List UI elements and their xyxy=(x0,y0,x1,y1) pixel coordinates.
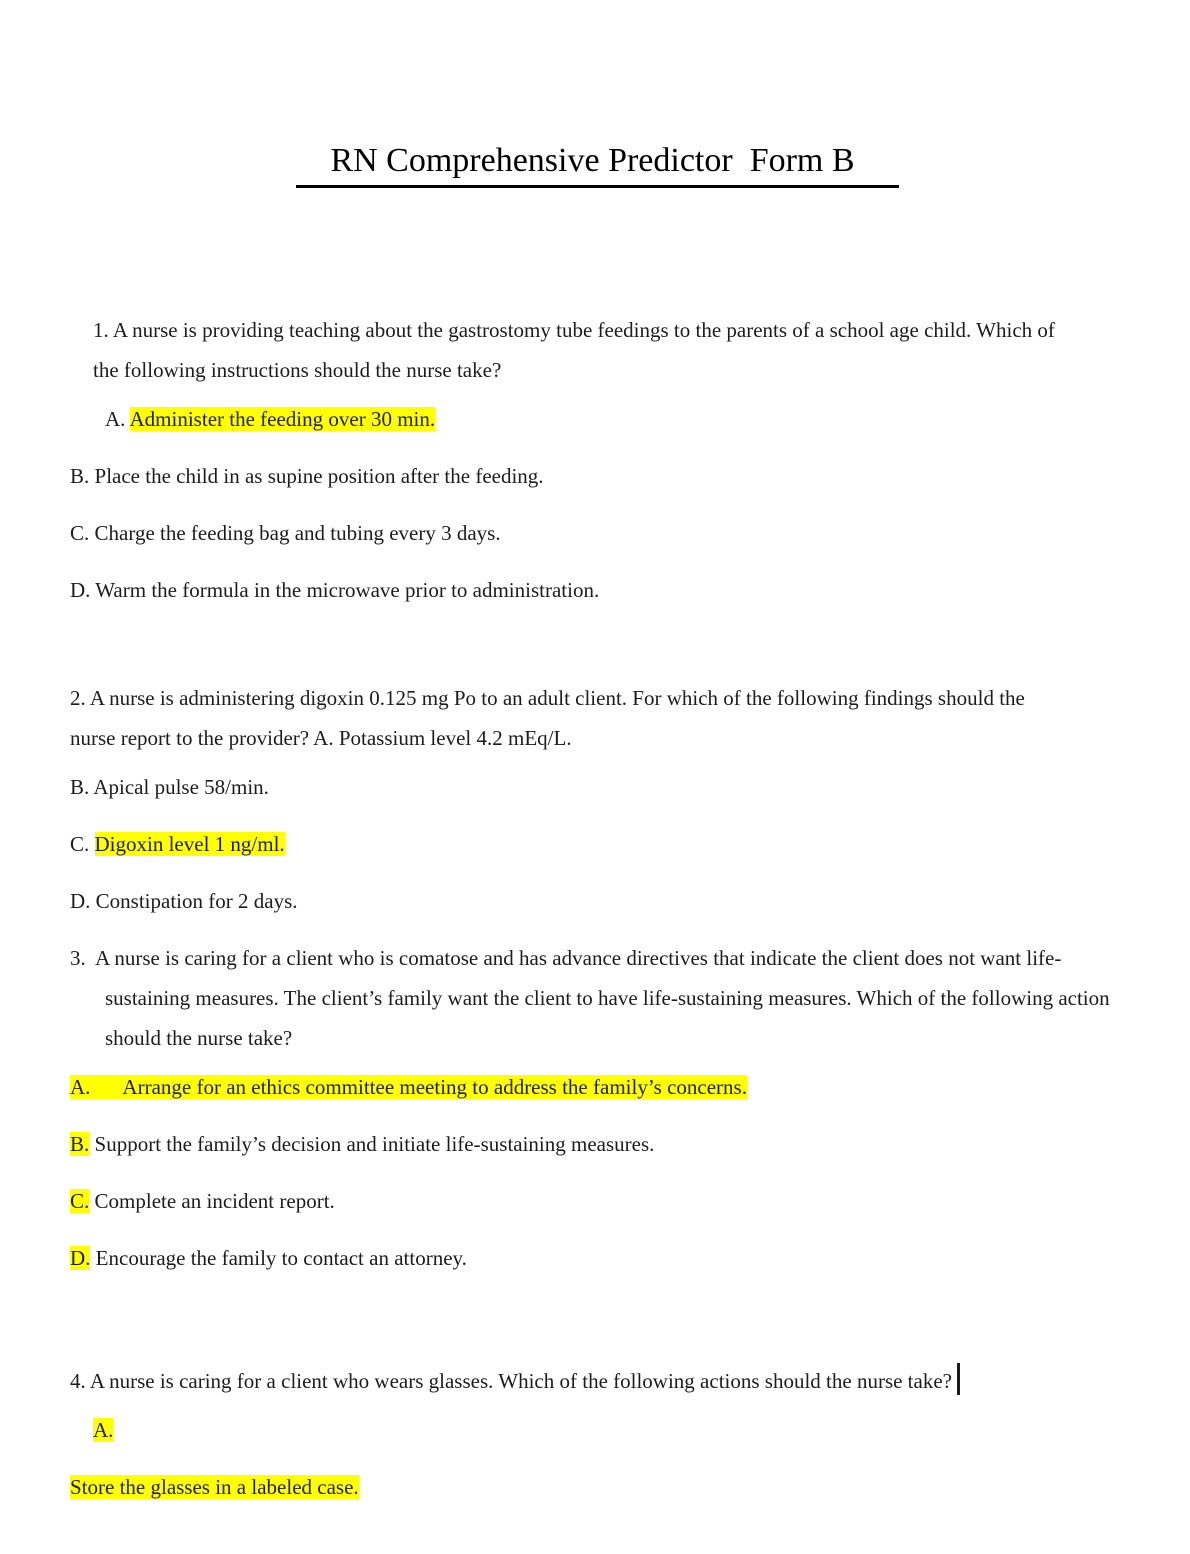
page-title xyxy=(70,142,1125,188)
option-label: C. xyxy=(70,832,90,856)
option-label: A. xyxy=(70,1075,91,1099)
question-2-option-c xyxy=(70,824,1125,864)
option-text: Complete an incident report. xyxy=(94,1189,335,1213)
option-text: Charge the feeding bag and tubing every 3 days. xyxy=(94,521,501,545)
question-1-option-b xyxy=(70,456,1125,496)
question-3-option-a xyxy=(70,1067,1125,1107)
option-text: Arrange for an ethics committee meeting to address the family’s concerns. xyxy=(122,1075,747,1099)
question-stem-text: 4. A nurse is caring for a client who wears glasses. Which of the following actions should the nurse take? xyxy=(70,1369,952,1393)
option-text: Apical pulse 58/min. xyxy=(93,775,269,799)
question-1-option-d xyxy=(70,570,1125,610)
question-2-option-b xyxy=(70,767,1125,807)
page-title-text: RN Comprehensive Predictor Form B xyxy=(296,142,898,188)
option-label: B. xyxy=(70,1132,90,1156)
option-text: Warm the formula in the microwave prior to administration. xyxy=(95,578,600,602)
question-4 xyxy=(70,1361,1125,1507)
option-label: C. xyxy=(70,1189,90,1213)
question-3 xyxy=(70,938,1125,1278)
question-1-option-c xyxy=(70,513,1125,553)
question-2 xyxy=(70,678,1125,921)
option-label: D. xyxy=(70,889,91,913)
option-text: Digoxin level 1 ng/ml. xyxy=(94,832,285,856)
option-label: B. xyxy=(70,464,90,488)
question-3-option-c xyxy=(70,1181,1125,1221)
option-label: B. xyxy=(70,775,90,799)
option-text: Constipation for 2 days. xyxy=(95,889,298,913)
question-3-option-d xyxy=(70,1238,1125,1278)
option-label: A. xyxy=(93,1418,114,1442)
option-text: Support the family’s decision and initiate life-sustaining measures. xyxy=(94,1132,655,1156)
question-2-stem: 2. A nurse is administering digoxin 0.125 mg Po to an adult client. For which of the following findings should the nurse report to the provider? A. Potassium level 4.2 mEq/L. xyxy=(70,686,1025,750)
option-text: Place the child in as supine position after the feeding. xyxy=(94,464,544,488)
option-label: D. xyxy=(70,578,91,602)
question-4-option-a xyxy=(70,1410,1125,1450)
option-text: Administer the feeding over 30 min. xyxy=(129,407,436,431)
option-label: A. xyxy=(105,407,126,431)
answer-text: Store the glasses in a labeled case. xyxy=(70,1475,359,1499)
question-1-option-a xyxy=(70,399,1125,439)
option-full-highlight xyxy=(70,1075,747,1099)
question-1-stem: 1. A nurse is providing teaching about the gastrostomy tube feedings to the parents of a school age child. Which of the following instructions should the nurse take? xyxy=(93,318,1055,382)
question-4-stem xyxy=(70,1361,1125,1401)
question-1 xyxy=(70,310,1125,610)
text-cursor xyxy=(957,1363,960,1395)
question-3-stem: 3. A nurse is caring for a client who is comatose and has advance directives that indicate the client does not want life-sustaining measures. The client’s family want the client to have life-sustaining measures. Which of the following action should the nurse take? xyxy=(70,946,1115,1050)
question-4-answer-line xyxy=(70,1467,1125,1507)
question-3-option-b xyxy=(70,1124,1125,1164)
option-label: D. xyxy=(70,1246,91,1270)
question-2-option-d xyxy=(70,881,1125,921)
option-label: C. xyxy=(70,521,90,545)
option-text: Encourage the family to contact an attorney. xyxy=(95,1246,467,1270)
